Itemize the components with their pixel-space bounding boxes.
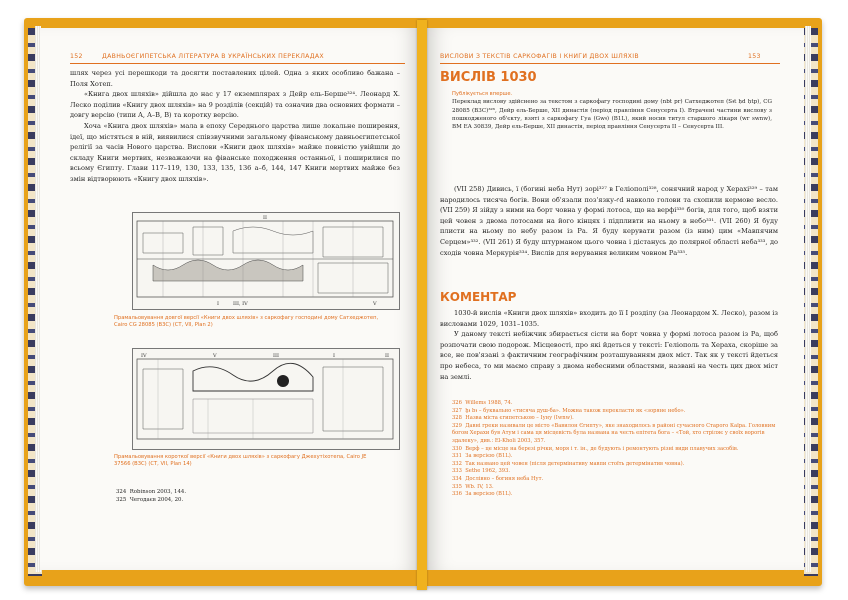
fig2-label: V bbox=[213, 353, 217, 359]
footnote bbox=[452, 491, 778, 499]
footnote-text: Robinson 2003, 144. bbox=[129, 489, 187, 495]
fig1-label: V bbox=[373, 301, 377, 307]
footnote-number: 324 bbox=[116, 489, 127, 495]
footnote-number: 334 bbox=[452, 475, 462, 482]
footnote bbox=[116, 496, 396, 504]
left-page-number: 152 bbox=[70, 53, 83, 60]
footnote bbox=[116, 488, 396, 496]
fig2-label: II bbox=[385, 353, 389, 359]
footnote-text: ḫꜣ bꜣ – буквально «тисяча душ-ба». Можна також перекласти як «зоряне небо». bbox=[465, 407, 686, 414]
footnote-text: За версією (B1L). bbox=[465, 453, 513, 460]
header-rule bbox=[440, 63, 780, 64]
left-running-header: ДАВНЬОЄГИПЕТСЬКА ЛІТЕРАТУРА В УКРАЇНСЬКИХ ПЕРЕКЛАДАХ bbox=[102, 53, 324, 60]
footnote-text: Wb. IV, 13. bbox=[465, 483, 494, 490]
intro-text: Переклад вислову здійснено за текстом з саркофагу господині дому (nbt pr) Сатхеджотеп (Sꜣt ḥd ḥtp), CG 28085 (B3C)³²⁶, Дейр ель-Берше, XII династія (період правління Сенусерта I). Втрачені частини вислову з пошкодженого об'єкту, взяті з саркофагу Гуа (Gwꜣ) (B1L), який носив титул старшого лікаря (wr swnw), BM EA 30839, Дейр ель-Берше, XII династія, період правління Сенусерта II – Сенусерта III. bbox=[452, 99, 772, 131]
fig1-label: III, IV bbox=[233, 301, 248, 307]
footnote bbox=[452, 468, 778, 476]
coffin-drawing-short-version bbox=[132, 348, 400, 450]
footnote-number: 325 bbox=[116, 497, 127, 503]
footnote bbox=[452, 484, 778, 492]
fig2-label: IV bbox=[141, 353, 147, 359]
saying-title: ВИСЛІВ 1030 bbox=[440, 70, 537, 85]
paragraph: (VII 258) Дивись, ї (богині неба Нут) зорі³²⁷ в Геліополі³²⁸, сонячний народ у Херахі³²⁹ – там народилось тисяча богів. Вони об'язали поз'язку-ꜥd навколо голови та схопили кермове весло. (VII 259) Я зійду з ними на борт човна у формі лотоса, що на верфі³³⁰ богів, для того, щоб взяти цей човен з двома лотосами на його кінцях і підпливти на ньому в небо³³¹. (VII 260) Я буду плисти на ньому по небу разом із Ра. Я буду керувати разом (із ним) цим «Мавпячим Серцем»³³². (VII 261) Я буду штурманом цього човна і дістанусь до полярної області неба³³³, до сходів човна Меркурія³³⁴. Вислів для верування великим човном Ра³³⁵. bbox=[440, 185, 778, 257]
footnote-number: 327 bbox=[452, 407, 462, 414]
footnote-text: Willems 1988, 74. bbox=[465, 400, 513, 406]
footnote-text: Давні греки називали це місто «Вавилон Єгипту», яке знаходилось в районі сучасного Старого Каїра. Головним богом Херахи був Атум і сама ця місцевість була названа на честь епітета бога – «Той, хто стріляє у своїх ворогів здалеку», див.: El-Kholi 2003, 357. bbox=[452, 422, 776, 444]
footnote bbox=[452, 423, 778, 446]
footnote-number: 336 bbox=[452, 491, 462, 498]
footnote bbox=[452, 453, 778, 461]
published-note: Публікується вперше. bbox=[452, 91, 513, 97]
paragraph: У даному тексті небіжчик збирається сісти на борт човна у формі лотоса разом із Ра, щоб розпочати свою подорож. Місцевості, про які йдеться у тексті: Геліополь та Хераха, скоріше за все, не пов'язані з фактичним географічним розташуванням двох міст. Так як у тексті йдеться про небеса, то ми маємо справу з двома небесними областями, названі на честь цих двох міст на землі. bbox=[440, 330, 778, 381]
footnote-text: Верф – це місце на березі річки, моря і т. ін., де будують і ремонтують різні види плавучих засобів. bbox=[465, 445, 739, 452]
coffin-drawing-long-version bbox=[132, 212, 400, 310]
page-edges-right bbox=[805, 26, 811, 572]
left-footnotes bbox=[116, 488, 396, 504]
paragraph: 1030-й вислів «Книги двох шляхів» входить до її І розділу (за Леонардом Х. Леско), разом із висловами 1029, 1031–1035. bbox=[440, 309, 778, 328]
footnote-number: 331 bbox=[452, 453, 462, 460]
paragraph: «Книга двох шляхів» дійшла до нас у 17 екземплярах з Дейр ель-Берше³²⁴. Леонард Х. Леско поділив «Книгу двох шляхів» на 9 розділів (секцій) та означив два основних формати – довгу версію (типи A, A–B, B) та коротку версію. bbox=[70, 90, 400, 120]
fig2-label: III bbox=[273, 353, 279, 359]
footnote-number: 330 bbox=[452, 445, 462, 452]
right-page-number: 153 bbox=[748, 53, 761, 60]
bookmark-ribbon[interactable] bbox=[417, 20, 427, 590]
fig1-label: II bbox=[263, 215, 267, 221]
fig2-label: I bbox=[333, 353, 335, 359]
footnote-text: Так названо цей човен (після детермінативу мавпи стоїть детермінатив човна). bbox=[465, 460, 685, 467]
translation-intro bbox=[452, 90, 772, 131]
footnote bbox=[452, 476, 778, 484]
right-footnotes bbox=[452, 400, 778, 499]
figure-caption-2: Прамальовування короткої версії «Книги двох шляхів» з саркофагу Джехутіхотепа, Cairo JE 37566 (B3C) (CT, VII, Plan 14) bbox=[114, 454, 367, 468]
header-rule bbox=[70, 63, 405, 64]
translation-text bbox=[440, 184, 778, 258]
right-page bbox=[426, 28, 804, 570]
footnote-number: 332 bbox=[452, 460, 462, 467]
footnote bbox=[452, 461, 778, 469]
paragraph: шлях через усі перешкоди та досягти поставлених цілей. Одна з яких особливо бажана – Поля Хотеп. bbox=[70, 69, 400, 88]
footnote-number: 335 bbox=[452, 483, 462, 490]
fig1-label: I bbox=[217, 301, 219, 307]
footnote-number: 326 bbox=[452, 400, 462, 406]
footnote-text: Назва міста єгипетською – Іуну (Iwnw). bbox=[465, 415, 574, 422]
footnote bbox=[452, 400, 778, 408]
footnote-number: 333 bbox=[452, 468, 462, 475]
footnote bbox=[452, 415, 778, 423]
footnote-text: За версією (B1L). bbox=[465, 491, 513, 498]
footnote-text: Sethe 1962, 393. bbox=[465, 468, 511, 475]
figure-caption-1: Прамальовування довгої версії «Книги двох шляхів» з саркофагу господині дому Сатхеджотеп, Cairo CG 28085 (B3C) (CT, VII, Plan 2) bbox=[114, 315, 379, 329]
paragraph: Хоча «Книга двох шляхів» мала в епоху Середнього царства лише локальне поширення, ідеї, що містяться в ній, виявилися співзвучними загальному фіванському давньоєгипетської релігії за часів Нового царства. Вислови «Книги двох шляхів» майже повністю увійшли до складу Книги мертвих, незважаючи на фіванське походження останньої, і поширилися по всьому Єгипту. Глави 117–119, 130, 133, 135, 136 a–б, 144, 147 Книги мертвих майже без змін відтворюють «Книгу двох шляхів». bbox=[70, 121, 400, 183]
commentary-text bbox=[440, 308, 778, 382]
footnote-number: 329 bbox=[452, 422, 462, 429]
footnote-number: 328 bbox=[452, 415, 462, 422]
left-body-text bbox=[70, 68, 400, 185]
footnote-text: Чегодаєв 2004, 20. bbox=[129, 497, 184, 503]
right-running-header: ВИСЛОВИ З ТЕКСТІВ САРКОФАГІВ І КНИГИ ДВОХ ШЛЯХІВ bbox=[440, 53, 639, 60]
left-page bbox=[40, 28, 420, 570]
commentary-title: КОМЕНТАР bbox=[440, 290, 517, 304]
footnote-text: Дослівно – богиня неба Нут. bbox=[465, 475, 544, 482]
